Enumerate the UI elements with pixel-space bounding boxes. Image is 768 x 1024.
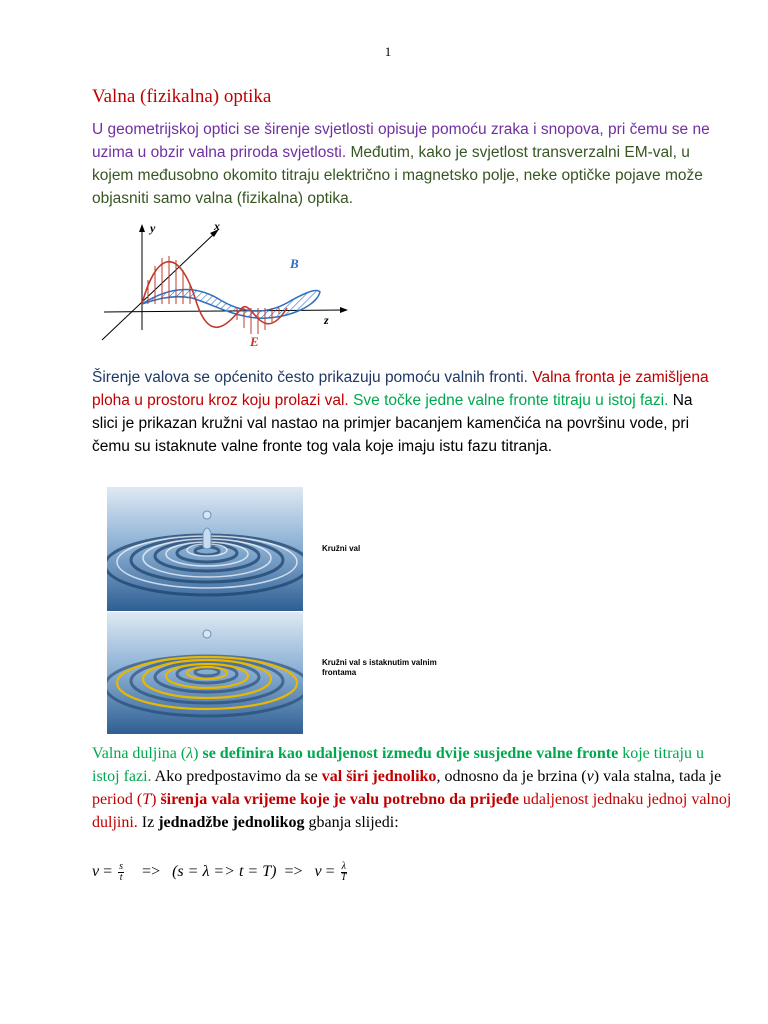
y-axis-label: y (150, 221, 156, 235)
period-text: period ( (92, 791, 143, 808)
formula-arrow-1: => (142, 863, 161, 881)
t-symbol: T (142, 791, 152, 808)
formula-middle: (s = λ => t = T) (172, 863, 277, 881)
x-axis-label: x (214, 219, 220, 233)
follows-text: gbanja slijedi: (304, 814, 399, 831)
speed-text: , odnosno da je brzina ( (436, 768, 587, 785)
equation-name: jednadžbe jednolikog (158, 814, 305, 831)
formula-arrow-2: => (284, 863, 303, 881)
b-vector-label: B (290, 256, 299, 271)
wave-speed-formula (92, 862, 349, 883)
wavefront-red-text: Valna fronta je zamišljena ploha u prostoru kroz koju prolazi val. (92, 369, 709, 409)
period-paren: ) (151, 791, 157, 808)
z-axis-arrow (340, 307, 348, 313)
photo-label-2: Kružni val s istaknutim valnim frontama (322, 658, 437, 677)
y-axis-arrow (139, 224, 145, 232)
lambda-symbol: λ (186, 745, 194, 762)
wavelength-phase-text: koje titraju u istoj fazi. (92, 745, 704, 785)
intro-paragraph (92, 118, 712, 210)
v-symbol: v (586, 768, 594, 785)
from-text: Iz (137, 814, 159, 831)
intro-green-text: Međutim, kako je svjetlost transverzalni EM-val, u kojem međusobno okomito titraju električno i magnetsko polje, neke optičke pojave može objasniti samo valna (fizikalna) optika. (92, 144, 703, 207)
formula-s: s (119, 861, 124, 872)
em-wave-diagram (92, 218, 354, 350)
assumption-text: Ako predpostavimo da se (151, 768, 322, 785)
speed-const-text: ) vala stalna, tada je (593, 768, 722, 785)
wavelength-paragraph (92, 742, 732, 834)
formula-lambda: λ (341, 861, 346, 872)
formula-v-2: v (314, 863, 322, 881)
formula-t: t (119, 872, 123, 883)
uniform-spread-text: val širi jednoliko (321, 768, 437, 785)
formula-equals-2: = (325, 863, 335, 881)
wavelength-term: Valna duljina ( (92, 745, 187, 762)
wavelength-definition: se definira kao udaljenost između dvije susjedne valne fronte (198, 745, 619, 762)
wavefront-navy-text: Širenje valova se općenito često prikazuju pomoću valnih fronti. (92, 369, 528, 386)
photo-label-1: Kružni val (322, 544, 361, 553)
formula-lambda-over-t (341, 862, 347, 883)
intro-purple-text: U geometrijskoj optici se širenje svjetlosti opisuje pomoću zraka i snopova, pri čemu se ne uzima u obzir valna priroda svjetlosti. (92, 121, 710, 161)
period-definition: širenja vala vrijeme koje je valu potrebno da prijeđe (156, 791, 519, 808)
ripple-wavefront-photo (107, 612, 303, 734)
x-axis (102, 232, 216, 340)
wavefront-paragraph (92, 366, 712, 458)
distance-text: udaljenost jednaku jednoj valnoj duljini. (92, 791, 732, 831)
formula-v: v (92, 863, 100, 881)
ripple-photo (107, 487, 303, 611)
wavefront-black-text: Na slici je prikazan kružni val nastao na primjer bacanjem kamenčića na površinu vode, pri čemu su istaknute valne fronte tog vala koje imaju istu fazu titranja. (92, 392, 693, 455)
formula-T: T (341, 872, 347, 883)
wavelength-paren: ) (193, 745, 199, 762)
e-vector-label: E (250, 334, 259, 349)
formula-equals: = (103, 863, 113, 881)
page-number: 1 (384, 44, 392, 59)
formula-s-over-t (118, 862, 124, 883)
page-title: Valna (fizikalna) optika (92, 86, 272, 107)
wavefront-green-text: Sve točke jedne valne fronte titraju u istoj fazi. (353, 392, 669, 409)
z-axis-label: z (324, 313, 329, 327)
